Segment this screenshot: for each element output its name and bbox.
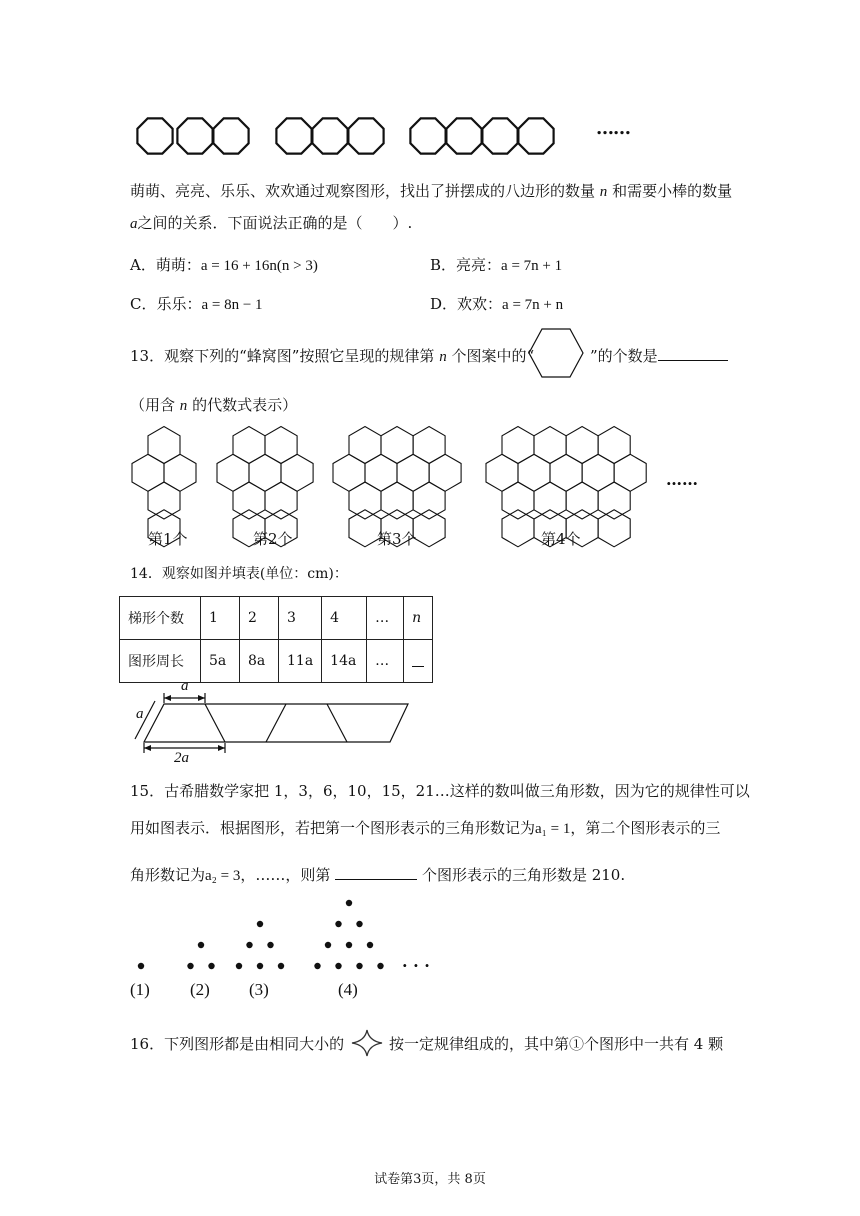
q12-line1: 萌萌、亮亮、乐乐、欢欢通过观察图形，找出了拼摆成的八边形的数量 n 和需要小棒的数量 [130, 182, 733, 200]
q15-line2: 用如图表示．根据图形，若把第一个图形表示的三角形数记为a₁ = 1，第二个图形表示的三 [130, 819, 721, 837]
q15-line1: 15．古希腊数学家把 1，3，6，10，15，21…这样的数叫做三角形数，因为它的规律性可以 [130, 782, 750, 800]
table-cell: 3 [279, 597, 322, 640]
table-cell: 图形周长 [120, 640, 201, 683]
q15-line3: 角形数记为a₂ = 3，……，则第 个图形表示的三角形数是 210. [130, 866, 626, 884]
dot-4-5 [346, 942, 352, 948]
table-cell: 4 [322, 597, 367, 640]
table-cell: n [404, 597, 433, 640]
table-cell: 5a [201, 640, 240, 683]
q13-line1: 13．观察下列的“蜂窝图”按照它呈现的规律第 n 个图案中的“ [130, 347, 535, 365]
q13-line1-tail: ”的个数是 [590, 345, 728, 366]
option-b-formula: a = 7n + 1 [501, 258, 563, 274]
caption-4: 第4个 [541, 530, 581, 548]
caption-3: 第3个 [377, 530, 417, 548]
honeycomb-ellipsis: …… [666, 470, 698, 489]
label-side-a: a [136, 706, 144, 722]
a1-formula: a₁ = 1 [535, 821, 571, 837]
dot-3-2 [246, 942, 252, 948]
dot-4-2 [335, 921, 341, 927]
table-cell: … [367, 597, 404, 640]
table-cell: 8a [240, 640, 279, 683]
dot-4-9 [356, 963, 362, 969]
triangle-label-4: (4) [338, 980, 358, 999]
option-d-formula: a = 7n + n [502, 297, 564, 313]
table-cell: … [367, 640, 404, 683]
dot-3-4 [236, 963, 242, 969]
dot-2-1 [198, 942, 204, 948]
dot-4-1 [346, 900, 352, 906]
dot-3-5 [257, 963, 263, 969]
q12-line2: a之间的关系．下面说法正确的是（ ）. [130, 214, 413, 232]
dot-2-2 [187, 963, 193, 969]
table-cell: 2 [240, 597, 279, 640]
page-footer: 试卷第3页，共 8页 [374, 1172, 486, 1187]
q13-line2: （用含 n 的代数式表示） [130, 396, 298, 414]
star-icon [352, 1030, 382, 1056]
label-2a: 2a [174, 750, 189, 766]
dot-4-7 [314, 963, 320, 969]
label-top-a: a [181, 678, 189, 694]
table-cell: 14a [322, 640, 367, 683]
triangle-ellipsis: · · · [402, 956, 430, 975]
triangle-label-1: (1) [130, 980, 150, 999]
q16-line1-a: 16．下列图形都是由相同大小的 [130, 1035, 345, 1053]
dot-4-10 [377, 963, 383, 969]
dot-2-3 [208, 963, 214, 969]
dot-4-6 [367, 942, 373, 948]
caption-1: 第1个 [148, 530, 188, 548]
dot-4-4 [325, 942, 331, 948]
option-c-formula: a = 8n − 1 [201, 297, 263, 313]
q16-line1-b: 按一定规律组成的，其中第①个图形中一共有 4 颗 [389, 1035, 724, 1053]
table-cell: 1 [201, 597, 240, 640]
option-c[interactable]: C．乐乐：a = 8n − 1 [130, 295, 263, 313]
triangle-label-2: (2) [190, 980, 210, 999]
dot-4-3 [356, 921, 362, 927]
triangle-label-3: (3) [249, 980, 269, 999]
octagon-ellipsis: …… [596, 118, 630, 139]
dot-4-8 [335, 963, 341, 969]
dot-3-3 [267, 942, 273, 948]
q14-title: 14．观察如图并填表(单位：cm)： [130, 566, 348, 582]
table-cell: 梯形个数 [120, 597, 201, 640]
option-a[interactable]: A．萌萌：a = 16 + 16n(n > 3) [130, 256, 318, 274]
option-a-formula: a = 16 + 16n(n > 3) [200, 258, 318, 274]
option-d[interactable]: D．欢欢：a = 7n + n [430, 295, 564, 313]
table-cell: 11a [279, 640, 322, 683]
dot-1-1 [138, 963, 144, 969]
a2-formula: a₂ = 3 [205, 868, 241, 884]
dot-3-1 [257, 921, 263, 927]
caption-2: 第2个 [253, 530, 293, 548]
dot-3-6 [278, 963, 284, 969]
option-b[interactable]: B．亮亮：a = 7n + 1 [430, 256, 563, 274]
